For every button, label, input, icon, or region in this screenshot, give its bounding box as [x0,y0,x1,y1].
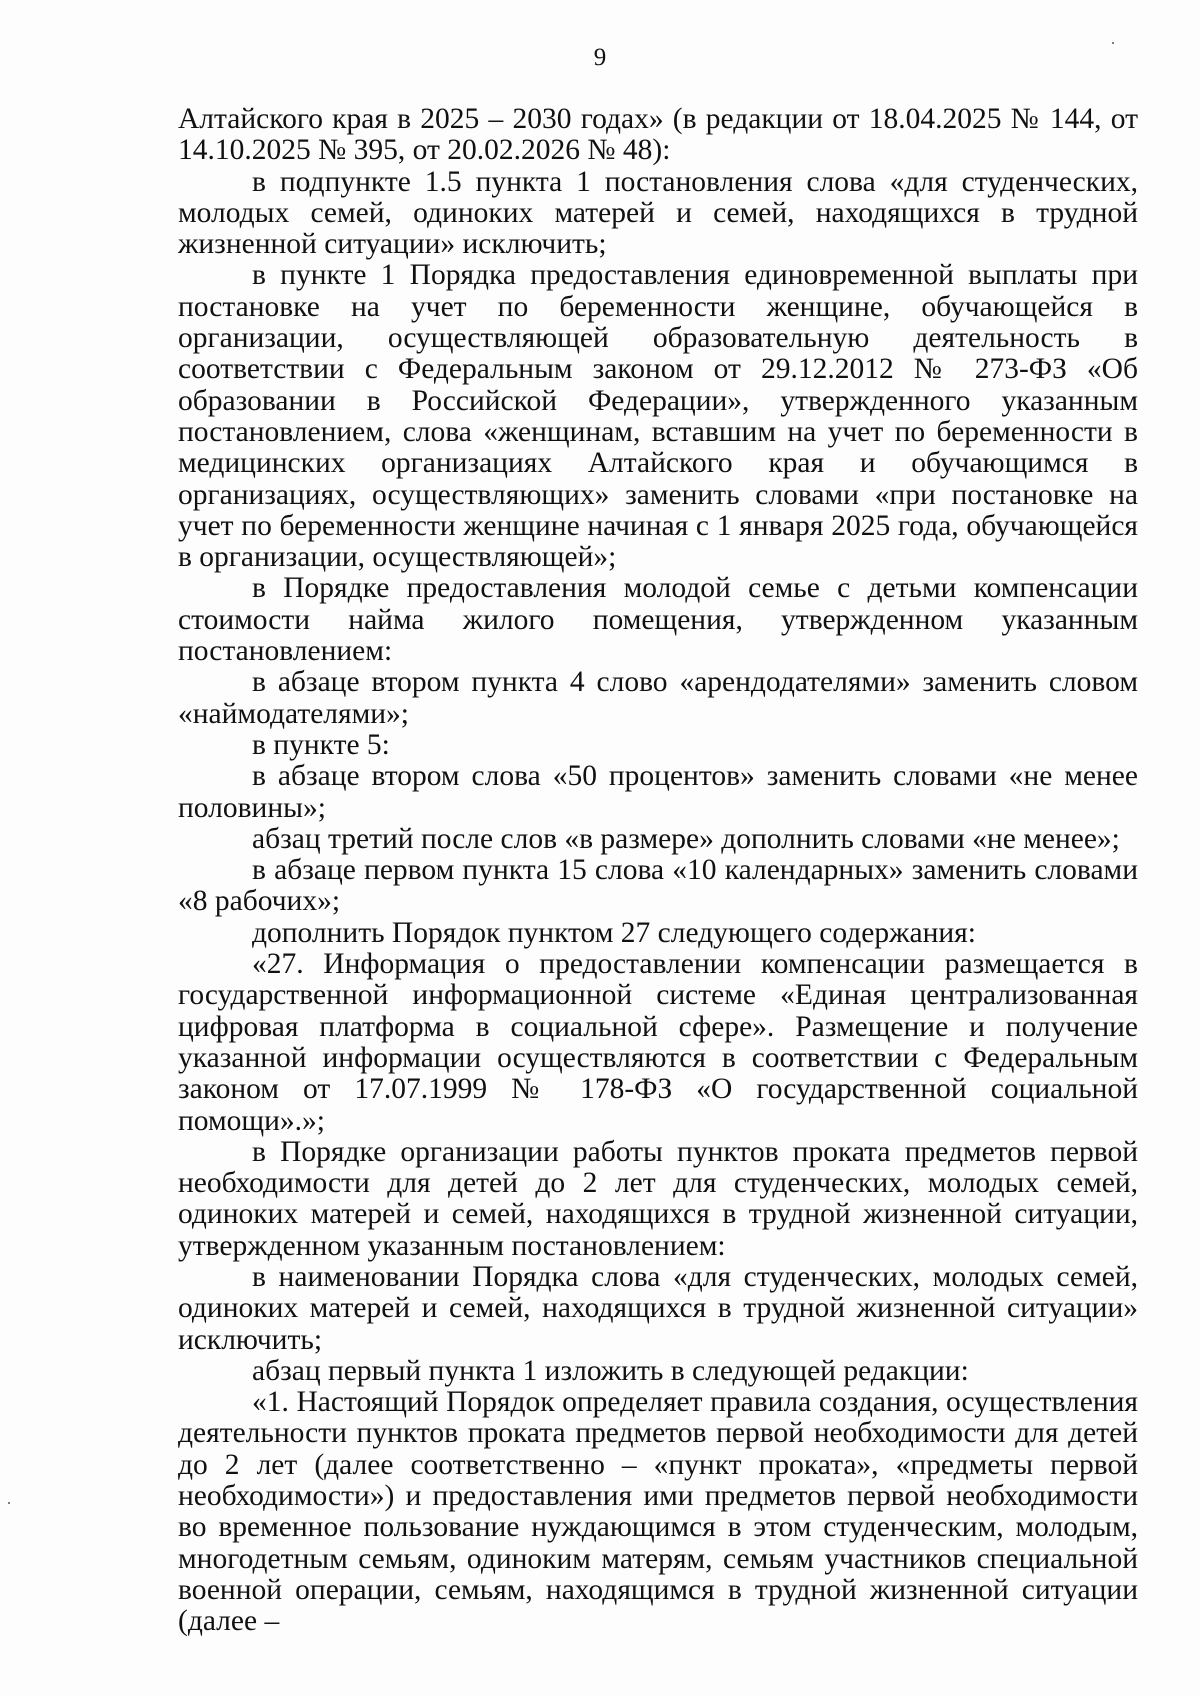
paragraph-point-27-text: «27. Информация о предоставлении компенсации размещается в государственной информационной системе «Единая централизованная цифровая платформа в социальной сфере». Размещение и получение указанной информации осуществляются в соответствии с Федеральным законом от 17.07.1999 № 178-ФЗ «О государственной социальной помощи».»; [178,948,1138,1137]
document-body [178,104,1138,1638]
paragraph-point-1-order: в пункте 1 Порядка предоставления единовременной выплаты при постановке на учет по беременности женщине, обучающейся в организации, осуществляющей образовательную деятельность в соответствии с Федеральным законом от 29.12.2012 № 273-ФЗ «Об образовании в Российской Федерации», утвержденного указанным постановлением, слова «женщинам, вставшим на учет по беременности в медицинских организациях Алтайского края и обучающимся в организациях, осуществляющих» заменить словами «при постановке на учет по беременности женщине начиная с 1 января 2025 года, обучающейся в организации, осуществляющей»; [178,259,1138,574]
paragraph-subpoint-1-5: в подпункте 1.5 пункта 1 постановления слова «для студенческих, молодых семей, одиноких матерей и семей, находящихся в трудной жизненной ситуации» исключить; [178,165,1138,261]
scan-speck [1112,42,1114,44]
paragraph-point-15: в абзаце первом пункта 15 слова «10 календарных» заменить словами «8 рабочих»; [178,854,1138,918]
page-number: 9 [593,44,607,71]
paragraph-point-5: в пункте 5: [252,728,390,761]
scan-speck [8,1502,10,1504]
paragraph-rental-order: в Порядке организации работы пунктов проката предметов первой необходимости для детей до 2 лет для студенческих, молодых семей, одиноких матерей и семей, находящихся в трудной жизненной ситуации, утвержденном указанным постановлением: [178,1135,1138,1262]
paragraph-point-1-text: «1. Настоящий Порядок определяет правила создания, осуществления деятельности пунктов проката предметов первой необходимости для детей до 2 лет (далее соответственно – «пункт проката», «предметы первой необходимости») и предоставления ими предметов первой необходимости во временное пользование нуждающимся в этом студенческим, молодым, многодетным семьям, одиноким матерям, семьям участников специальной военной операции, семьям, находящимся в трудной жизненной ситуации (далее – [178,1386,1138,1638]
paragraph-point-4: в абзаце втором пункта 4 слово «арендодателями» заменить словом «наймодателями»; [178,666,1138,730]
paragraph-order-title: в наименовании Порядка слова «для студенческих, молодых семей, одиноких матерей и семей, находящихся в трудной жизненной ситуации» исключить; [178,1260,1138,1356]
paragraph-point-5-third: абзац третий после слов «в размере» дополнить словами «не менее»; [252,822,1120,855]
paragraph-compensation-order: в Порядке предоставления молодой семье с детьми компенсации стоимости найма жилого помещения, утвержденном указанным постановлением: [178,572,1138,668]
paragraph-add-point-27: дополнить Порядок пунктом 27 следующего содержания: [252,916,976,949]
paragraph-point-5-second: в абзаце втором слова «50 процентов» заменить словами «не менее половины»; [178,760,1138,824]
paragraph-continuation: Алтайского края в 2025 – 2030 годах» (в редакции от 18.04.2025 № 144, от 14.10.2025 № 395, от 20.02.2026 № 48): [178,103,1138,167]
paragraph-point-1-new-edition: абзац первый пункта 1 изложить в следующей редакции: [252,1354,969,1387]
